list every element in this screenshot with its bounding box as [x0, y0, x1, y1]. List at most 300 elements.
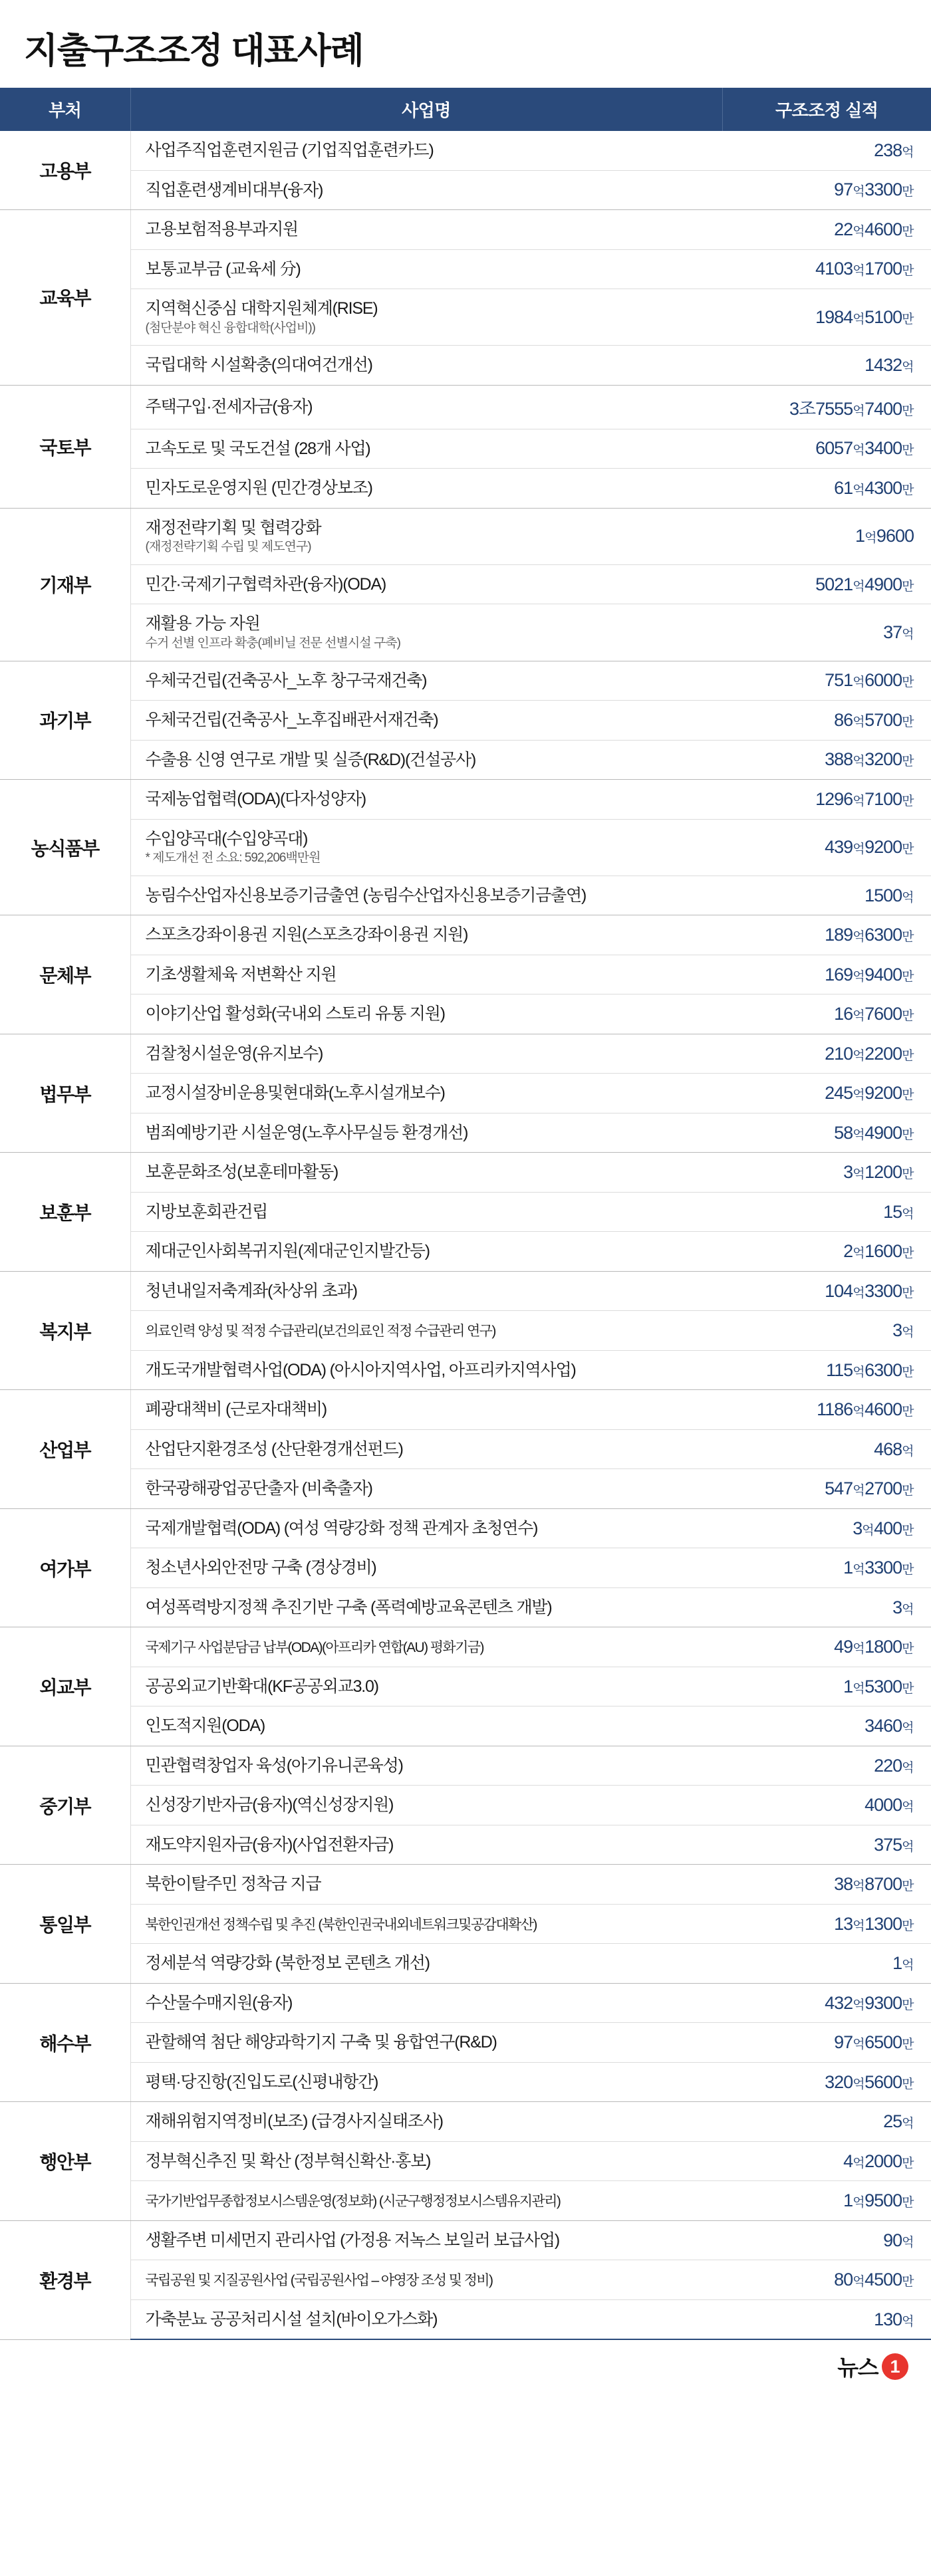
amount-value: 1500: [864, 885, 902, 905]
program-name: 교정시설장비운용및현대화(노후시설개보수): [145, 1084, 445, 1103]
table-row: [0, 564, 931, 604]
amount-unit: 억: [853, 1167, 865, 1181]
amount-unit: 억: [902, 1721, 914, 1735]
table-row: [0, 1113, 931, 1153]
table-row: [0, 1548, 931, 1588]
amount-value: 61: [834, 477, 853, 498]
amount-value: 432: [825, 1992, 853, 2013]
amount-cell: [722, 170, 931, 210]
amount-value: 3460: [864, 1716, 902, 1736]
table-row: [0, 210, 931, 250]
program-name: 우체국건립(건축공사_노후집배관서재건축): [145, 711, 438, 730]
amount-unit-secondary: 만: [902, 1088, 914, 1102]
table-row: [0, 508, 931, 564]
amount-unit: 억: [902, 1800, 914, 1814]
amount-unit-secondary: 만: [902, 675, 914, 690]
amount-value: 3: [892, 1597, 902, 1617]
program-name: 국가기반업무종합정보시스템운영(정보화) (시군구행정정보시스템유지관리): [145, 2194, 561, 2210]
program-name: 국제기구 사업분담금 납부(ODA)(아프리카 연합(AU) 평화기금): [145, 1640, 483, 1656]
table-row: [0, 1271, 931, 1311]
amount-value: 1: [843, 1558, 853, 1578]
program-cell: [130, 2260, 722, 2300]
table-row: [0, 2062, 931, 2102]
page-title: 지출구조조정 대표사례: [24, 31, 364, 70]
amount-cell: [722, 1153, 931, 1193]
amount-cell: [722, 1667, 931, 1706]
amount-unit-secondary: 만: [902, 1009, 914, 1023]
amount-unit: 억: [902, 360, 914, 374]
program-cell: [130, 1786, 722, 1825]
program-cell: [130, 508, 722, 564]
amount-value-secondary: 2700: [864, 1478, 902, 1498]
program-cell: [130, 1587, 722, 1627]
amount-value: 38: [834, 1874, 853, 1894]
amount-unit: 억: [853, 794, 865, 808]
amount-unit-secondary: 만: [902, 1998, 914, 2012]
amount-cell: [722, 1706, 931, 1746]
table-row: [0, 740, 931, 780]
table-row: [0, 2023, 931, 2063]
amount-cell: [722, 469, 931, 509]
table-row: [0, 1153, 931, 1193]
department-cell: 통일부: [0, 1865, 130, 1984]
program-name: 수입양곡대(수입양곡대): [145, 829, 308, 848]
amount-unit-secondary: 만: [902, 1879, 914, 1893]
amount-value-secondary: 9600: [876, 526, 914, 546]
amount-cell: [722, 1034, 931, 1074]
amount-value-secondary: 1800: [864, 1637, 902, 1657]
amount-value-secondary: 3300: [864, 1280, 902, 1301]
amount-value: 3조7555: [789, 398, 853, 419]
amount-value-secondary: 5300: [864, 1676, 902, 1697]
table-row: [0, 1746, 931, 1786]
table-row: [0, 2260, 931, 2300]
program-name: 민자도로운영지원 (민간경상보조): [145, 479, 372, 498]
table-row: [0, 1074, 931, 1113]
logo-badge-icon: 1: [882, 2353, 908, 2380]
department-cell: 여가부: [0, 1508, 130, 1627]
program-name: 주택구입·전세자금(융자): [145, 397, 313, 416]
program-cell: [130, 955, 722, 995]
program-cell: [130, 604, 722, 661]
table-row: [0, 1587, 931, 1627]
amount-unit: 억: [853, 1009, 865, 1023]
amount-value-secondary: 4900: [864, 574, 902, 594]
amount-unit-secondary: 만: [902, 930, 914, 944]
amount-value: 5021: [815, 574, 853, 594]
program-name: 한국광해광업공단출자 (비축출자): [145, 1479, 372, 1498]
amount-cell: [722, 1944, 931, 1984]
program-cell: [130, 289, 722, 346]
program-name: 재해위험지역정비(보조) (급경사지실태조사): [145, 2112, 443, 2131]
amount-cell: [722, 1350, 931, 1390]
amount-unit: 억: [853, 185, 865, 199]
program-cell: [130, 170, 722, 210]
department-cell: 고용부: [0, 131, 130, 210]
table-row: [0, 1508, 931, 1548]
amount-cell: [722, 508, 931, 564]
amount-cell: [722, 995, 931, 1034]
amount-value: 4: [843, 2151, 853, 2171]
amount-value-secondary: 8700: [864, 1874, 902, 1894]
amount-value-secondary: 9200: [864, 1083, 902, 1103]
column-header-amount: 구조조정 실적: [722, 88, 931, 131]
amount-value: 6057: [815, 438, 853, 459]
table-row: [0, 385, 931, 429]
table-row: [0, 661, 931, 701]
amount-value: 1432: [864, 354, 902, 375]
table-row: [0, 1825, 931, 1865]
program-name: 이야기산업 활성화(국내외 스토리 유통 지원): [145, 1004, 445, 1024]
amount-value: 189: [825, 925, 853, 945]
table-row: [0, 995, 931, 1034]
program-name: 재활용 가능 자원: [145, 614, 260, 634]
amount-unit: 억: [853, 2156, 865, 2170]
amount-value-secondary: 400: [874, 1518, 902, 1538]
amount-value: 220: [874, 1755, 902, 1776]
amount-unit: 억: [853, 1681, 865, 1696]
amount-value: 2: [843, 1241, 853, 1261]
department-cell: 교육부: [0, 210, 130, 386]
amount-value-secondary: 4300: [864, 477, 902, 498]
amount-unit: 억: [902, 1602, 914, 1617]
amount-value: 80: [834, 2270, 853, 2289]
amount-value: 375: [874, 1834, 902, 1855]
amount-cell: [722, 564, 931, 604]
table-row: [0, 780, 931, 820]
program-name: 보훈문화조성(보훈테마활동): [145, 1163, 338, 1182]
program-cell: [130, 1983, 722, 2023]
amount-unit: 억: [902, 145, 914, 160]
amount-value: 1: [843, 2190, 853, 2210]
program-name: 북한인권개선 정책수립 및 추진 (북한인권국내외네트워크및공감대확산): [145, 1917, 537, 1932]
table-row: [0, 1904, 931, 1944]
program-cell: [130, 876, 722, 915]
amount-value-secondary: 9200: [864, 837, 902, 858]
department-cell: 농식품부: [0, 780, 130, 915]
table-row: [0, 1627, 931, 1667]
amount-unit: 억: [853, 2196, 865, 2210]
amount-value: 49: [834, 1637, 853, 1657]
program-cell: [130, 2102, 722, 2142]
amount-value-secondary: 4500: [864, 2270, 902, 2289]
program-name: 인도적지원(ODA): [145, 1716, 265, 1736]
program-cell: [130, 131, 722, 170]
amount-unit-secondary: 만: [902, 1167, 914, 1181]
amount-unit-secondary: 만: [902, 1286, 914, 1300]
program-name: 지역혁신중심 대학지원체계(RISE): [145, 299, 378, 318]
amount-cell: [722, 1786, 931, 1825]
amount-unit: 억: [853, 224, 865, 239]
amount-unit: 억: [902, 1839, 914, 1854]
amount-cell: [722, 249, 931, 289]
table-row: [0, 1429, 931, 1469]
amount-value-secondary: 9500: [864, 2190, 902, 2210]
program-cell: [130, 2141, 722, 2181]
table-row: [0, 1192, 931, 1232]
amount-value-secondary: 6300: [864, 1359, 902, 1380]
program-cell: [130, 1706, 722, 1746]
program-cell: [130, 1074, 722, 1113]
amount-value: 238: [874, 140, 902, 160]
amount-value-secondary: 9400: [864, 964, 902, 985]
amount-value: 245: [825, 1083, 853, 1103]
amount-value-secondary: 4900: [864, 1122, 902, 1143]
amount-value: 210: [825, 1043, 853, 1064]
amount-value: 4103: [815, 259, 853, 279]
amount-unit-secondary: 만: [902, 224, 914, 239]
table-row: [0, 604, 931, 661]
program-cell: [130, 1548, 722, 1588]
program-name: 신성장기반자금(융자)(역신성장지원): [145, 1796, 394, 1815]
table-row: [0, 1667, 931, 1706]
amount-value-secondary: 3300: [864, 1558, 902, 1578]
amount-unit: 억: [853, 264, 865, 279]
program-cell: [130, 1153, 722, 1193]
amount-cell: [722, 1074, 931, 1113]
table-header: [0, 88, 931, 131]
table-row: [0, 701, 931, 741]
program-name: 북한이탈주민 정착금 지급: [145, 1875, 321, 1894]
program-cell: [130, 1865, 722, 1905]
program-cell: [130, 429, 722, 469]
amount-unit: 억: [902, 2235, 914, 2250]
table-row: [0, 1232, 931, 1272]
program-name: 제대군인사회복귀지원(제대군인지발간등): [145, 1242, 430, 1261]
amount-value: 1984: [815, 306, 853, 327]
program-subtext: (첨단분야 혁신 융합대학(사업비)): [145, 320, 315, 335]
amount-cell: [722, 876, 931, 915]
table-row: [0, 289, 931, 346]
amount-value: 1296: [815, 788, 853, 809]
amount-value: 3: [853, 1518, 863, 1538]
amount-value-secondary: 9300: [864, 1992, 902, 2013]
program-name: 범죄예방기관 시설운영(노후사무실등 환경개선): [145, 1123, 468, 1142]
amount-cell: [722, 210, 931, 250]
amount-unit: 억: [902, 1207, 914, 1221]
program-cell: [130, 1192, 722, 1232]
amount-unit-secondary: 만: [902, 483, 914, 497]
program-cell: [130, 1627, 722, 1667]
program-subtext: 수거 선별 인프라 확충(폐비닐 전문 선별시설 구축): [145, 636, 400, 650]
program-cell: [130, 2220, 722, 2260]
amount-unit-secondary: 만: [902, 1523, 914, 1538]
amount-unit-secondary: 만: [902, 1127, 914, 1142]
program-name: 의료인력 양성 및 적정 수급관리(보건의료인 적정 수급관리 연구): [145, 1324, 495, 1340]
amount-value: 130: [874, 2309, 902, 2329]
amount-unit-secondary: 만: [902, 715, 914, 729]
amount-cell: [722, 1508, 931, 1548]
amount-unit-secondary: 만: [902, 1405, 914, 1419]
amount-cell: [722, 2023, 931, 2063]
amount-unit: 억: [853, 1048, 865, 1063]
amount-value: 16: [834, 1004, 853, 1024]
amount-value-secondary: 7100: [864, 788, 902, 809]
program-cell: [130, 1429, 722, 1469]
program-name: 고용보험적용부과지원: [145, 220, 299, 239]
amount-value-secondary: 1600: [864, 1241, 902, 1261]
program-name: 우체국건립(건축공사_노후 창구국재건축): [145, 671, 427, 690]
department-cell: 보훈부: [0, 1153, 130, 1272]
program-name: 정부혁신추진 및 확산 (정부혁신확산·홍보): [145, 2151, 431, 2170]
amount-unit-secondary: 만: [902, 579, 914, 594]
table-row: [0, 469, 931, 509]
amount-cell: [722, 289, 931, 346]
amount-cell: [722, 346, 931, 386]
table-row: [0, 2220, 931, 2260]
program-name: 수출용 신영 연구로 개발 및 실증(R&D)(건설공사): [145, 750, 476, 769]
program-name: 재정전략기획 및 협력강화: [145, 518, 321, 537]
amount-value: 1: [892, 1953, 902, 1973]
amount-unit: 억: [853, 2077, 865, 2091]
amount-unit-secondary: 만: [902, 1246, 914, 1260]
department-cell: 중기부: [0, 1746, 130, 1865]
program-cell: [130, 2299, 722, 2339]
amount-unit: 억: [853, 1563, 865, 1577]
amount-value: 104: [825, 1280, 853, 1301]
program-cell: [130, 2181, 722, 2221]
table-row: [0, 1865, 931, 1905]
program-name: 관할해역 첨단 해양과학기지 구축 및 융합연구(R&D): [145, 2033, 497, 2052]
amount-value: 37: [883, 622, 902, 642]
table-row: [0, 819, 931, 876]
program-name: 고속도로 및 국도건설 (28개 사업): [145, 439, 370, 458]
program-cell: [130, 564, 722, 604]
amount-unit: 억: [902, 1958, 914, 1972]
program-name: 민관협력창업자 육성(아기유니콘육성): [145, 1756, 403, 1775]
amount-unit: 억: [853, 1919, 865, 1933]
amount-value: 320: [825, 2071, 853, 2092]
amount-unit-secondary: 만: [902, 1048, 914, 1063]
program-name: 가축분뇨 공공처리시설 설치(바이오가스화): [145, 2309, 438, 2329]
amount-unit-secondary: 만: [902, 755, 914, 769]
program-name: 검찰청시설운영(유지보수): [145, 1044, 323, 1063]
program-name: 국제개발협력(ODA) (여성 역량강화 정책 관계자 초청연수): [145, 1518, 538, 1538]
amount-cell: [722, 385, 931, 429]
department-cell: 외교부: [0, 1627, 130, 1746]
amount-value: 3: [892, 1320, 902, 1340]
amount-unit: 억: [853, 2038, 865, 2051]
amount-unit: 억: [853, 1405, 865, 1419]
program-cell: [130, 2062, 722, 2102]
amount-unit-secondary: 만: [902, 794, 914, 808]
amount-unit: 억: [864, 531, 876, 546]
amount-cell: [722, 1390, 931, 1430]
amount-unit: 억: [853, 579, 865, 594]
program-cell: [130, 1232, 722, 1272]
amount-cell: [722, 1627, 931, 1667]
program-cell: [130, 385, 722, 429]
amount-unit: 억: [853, 312, 865, 326]
department-cell: 복지부: [0, 1271, 130, 1390]
table-row: [0, 346, 931, 386]
amount-unit-secondary: 만: [902, 312, 914, 326]
amount-value-secondary: 6000: [864, 670, 902, 691]
program-name: 국제농업협력(ODA)(다자성양자): [145, 790, 366, 809]
amount-unit: 억: [862, 1523, 874, 1538]
program-name: 정세분석 역량강화 (북한정보 콘텐츠 개선): [145, 1954, 430, 1973]
program-name: 지방보훈회관건립: [145, 1202, 268, 1221]
amount-unit-secondary: 만: [902, 842, 914, 857]
amount-cell: [722, 1192, 931, 1232]
table-row: [0, 2102, 931, 2142]
amount-unit: 억: [853, 755, 865, 769]
amount-value-secondary: 3400: [864, 438, 902, 459]
amount-value: 86: [834, 709, 853, 730]
department-cell: 문체부: [0, 915, 130, 1034]
table-row: [0, 876, 931, 915]
amount-value: 13: [834, 1913, 853, 1934]
program-cell: [130, 1508, 722, 1548]
program-name: 청소년사외안전망 구축 (경상경비): [145, 1558, 376, 1578]
table-row: [0, 1034, 931, 1074]
program-cell: [130, 1311, 722, 1351]
amount-value: 4000: [864, 1795, 902, 1815]
department-cell: 과기부: [0, 661, 130, 780]
amount-cell: [722, 604, 931, 661]
amount-value: 1: [855, 526, 865, 546]
amount-cell: [722, 1113, 931, 1153]
table-row: [0, 1390, 931, 1430]
amount-cell: [722, 2220, 931, 2260]
amount-unit: 억: [853, 1998, 865, 2012]
department-cell: 국토부: [0, 385, 130, 508]
amount-value-secondary: 1200: [864, 1162, 902, 1182]
table-row: [0, 2299, 931, 2339]
program-name: 스포츠강좌이용권 지원(스포츠강좌이용권 지원): [145, 925, 468, 945]
program-cell: [130, 1904, 722, 1944]
amount-cell: [722, 2062, 931, 2102]
amount-value: 1186: [817, 1399, 853, 1419]
amount-unit-secondary: 만: [902, 2196, 914, 2210]
amount-cell: [722, 1825, 931, 1865]
amount-value: 388: [825, 749, 853, 770]
amount-unit-secondary: 만: [902, 1365, 914, 1379]
program-cell: [130, 1667, 722, 1706]
program-name: 산업단지환경조성 (산단환경개선펀드): [145, 1439, 403, 1459]
program-name: 평택·당진항(진입도로(신평내항간): [145, 2072, 378, 2091]
amount-unit: 억: [902, 2117, 914, 2131]
amount-unit-secondary: 만: [902, 404, 914, 418]
amount-cell: [722, 1232, 931, 1272]
amount-unit: 억: [853, 1642, 865, 1656]
amount-cell: [722, 1587, 931, 1627]
amount-cell: [722, 2141, 931, 2181]
department-cell: 산업부: [0, 1390, 130, 1509]
amount-cell: [722, 661, 931, 701]
amount-cell: [722, 2181, 931, 2221]
amount-value-secondary: 5700: [864, 709, 902, 730]
amount-cell: [722, 2102, 931, 2142]
amount-value: 3: [843, 1162, 853, 1182]
column-header-program: 사업명: [130, 88, 722, 131]
amount-unit: 억: [853, 404, 865, 418]
amount-unit: 억: [853, 1088, 865, 1102]
table-row: [0, 2181, 931, 2221]
amount-value-secondary: 6500: [864, 2032, 902, 2052]
logo-text: 뉴스: [837, 2355, 878, 2381]
amount-value: 169: [825, 964, 853, 985]
amount-unit: 억: [853, 2275, 865, 2289]
amount-value-secondary: 2000: [864, 2151, 902, 2171]
amount-cell: [722, 1311, 931, 1351]
program-name: 보통교부금 (교육세 分): [145, 259, 301, 279]
program-cell: [130, 346, 722, 386]
program-name: 민간·국제기구협력차관(융자)(ODA): [145, 574, 386, 594]
program-cell: [130, 1944, 722, 1984]
program-name: 개도국개발협력사업(ODA) (아시아지역사업, 아프리카지역사업): [145, 1360, 576, 1379]
amount-unit-secondary: 만: [902, 185, 914, 199]
